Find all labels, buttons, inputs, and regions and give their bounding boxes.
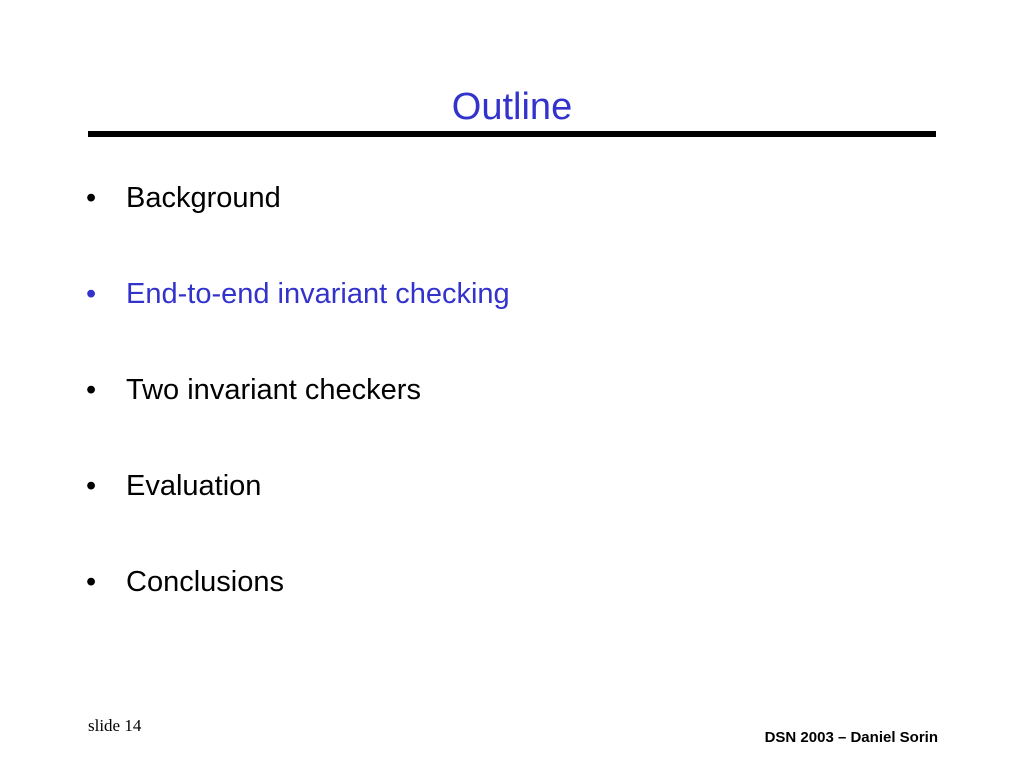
bullet-dot-icon: •	[86, 470, 97, 502]
bullet-text: Two invariant checkers	[126, 374, 421, 406]
outline-bullet-list	[86, 176, 510, 656]
slide-title: Outline	[451, 86, 573, 128]
footer-credit: DSN 2003 – Daniel Sorin	[764, 729, 938, 746]
bullet-text: Evaluation	[126, 470, 262, 502]
title-divider	[88, 131, 936, 137]
bullet-item-conclusions	[86, 560, 510, 656]
bullet-item-end-to-end-invariant-checking	[86, 272, 510, 368]
slide-number: slide 14	[88, 716, 142, 735]
bullet-dot-icon: •	[86, 278, 97, 310]
bullet-item-background	[86, 176, 510, 272]
bullet-dot-icon: •	[86, 374, 97, 406]
bullet-text: Conclusions	[126, 566, 284, 598]
bullet-dot-icon: •	[86, 566, 97, 598]
bullet-text: Background	[126, 182, 281, 214]
bullet-dot-icon: •	[86, 182, 97, 214]
bullet-text: End-to-end invariant checking	[126, 278, 510, 310]
bullet-item-two-invariant-checkers	[86, 368, 510, 464]
bullet-item-evaluation	[86, 464, 510, 560]
